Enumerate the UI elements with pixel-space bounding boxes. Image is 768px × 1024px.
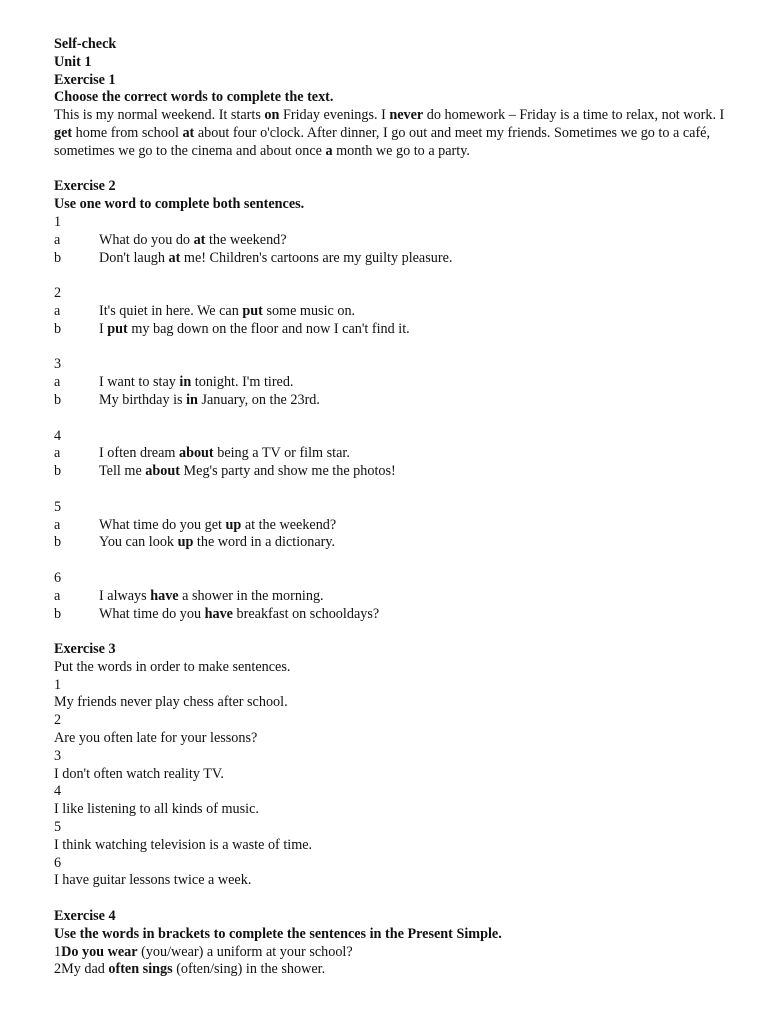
exercise-2-item bbox=[54, 356, 734, 409]
sentence-b: b I put my bag down on the floor and now I can't find it. bbox=[54, 320, 410, 337]
exercise-2-item bbox=[54, 428, 734, 481]
sentence-b: b You can look up the word in a dictionary. bbox=[54, 534, 336, 551]
item-number: 4 bbox=[54, 783, 62, 800]
answer-sentence: I like listening to all kinds of music. bbox=[54, 801, 259, 818]
exercise-1-text: This is my normal weekend. It starts on Friday evenings. I never do homework – Friday is a time to relax, not work. I get home from school at about four o'clock. After dinner, I go out and meet my friends. Sometimes we go to a café, sometimes we go to the cinema and about once a month we go to a party. bbox=[54, 107, 725, 159]
answer-sentence: My friends never play chess after school. bbox=[54, 694, 288, 711]
exercise-4-title: Exercise 4 bbox=[54, 908, 116, 925]
exercise-2-instruction: Use one word to complete both sentences. bbox=[54, 196, 305, 213]
exercise-1-instruction: Choose the correct words to complete the text. bbox=[54, 89, 334, 106]
sentence-a: a What time do you get up at the weekend? bbox=[54, 516, 337, 533]
item-number: 6 bbox=[54, 569, 62, 586]
exercise-3-title: Exercise 3 bbox=[54, 641, 116, 658]
unit-heading: Unit 1 bbox=[54, 53, 92, 70]
item-number: 5 bbox=[54, 498, 62, 515]
item-number: 3 bbox=[54, 747, 62, 764]
exercise-3-instruction: Put the words in order to make sentences. bbox=[54, 658, 291, 675]
answer-sentence: Are you often late for your lessons? bbox=[54, 730, 258, 747]
sentence-b: b What time do you have breakfast on schooldays? bbox=[54, 605, 380, 622]
answer-sentence: I don't often watch reality TV. bbox=[54, 765, 224, 782]
exercise-2-title: Exercise 2 bbox=[54, 178, 116, 195]
sentence-b: b Tell me about Meg's party and show me the photos! bbox=[54, 463, 396, 480]
sentence-b: b Don't laugh at me! Children's cartoons are my guilty pleasure. bbox=[54, 249, 453, 266]
doc-title: Self-check bbox=[54, 36, 117, 52]
exercise-4-instruction: Use the words in brackets to complete the sentences in the Present Simple. bbox=[54, 925, 502, 942]
exercise-2-item bbox=[54, 499, 734, 552]
exercise-2-item bbox=[54, 570, 734, 623]
document-page bbox=[54, 36, 734, 979]
sentence-a: a I always have a shower in the morning. bbox=[54, 587, 324, 604]
sentence-a: a I often dream about being a TV or film star. bbox=[54, 445, 350, 462]
sentence-a: a What do you do at the weekend? bbox=[54, 231, 287, 248]
exercise-2-item bbox=[54, 214, 734, 267]
answer-sentence: I think watching television is a waste of time. bbox=[54, 836, 313, 853]
exercise-1-title: Exercise 1 bbox=[54, 71, 116, 88]
item-number: 2 bbox=[54, 712, 62, 729]
answer-sentence: I have guitar lessons twice a week. bbox=[54, 872, 252, 889]
exercise-2-item bbox=[54, 285, 734, 338]
item-number: 6 bbox=[54, 854, 62, 871]
sentence-a: a It's quiet in here. We can put some music on. bbox=[54, 302, 356, 319]
exercise-4-item: 1Do you wear (you/wear) a uniform at your school? bbox=[54, 943, 353, 960]
item-number: 4 bbox=[54, 427, 62, 444]
item-number: 3 bbox=[54, 356, 62, 373]
item-number: 1 bbox=[54, 213, 62, 230]
sentence-b: b My birthday is in January, on the 23rd. bbox=[54, 391, 320, 408]
item-number: 2 bbox=[54, 285, 62, 302]
sentence-a: a I want to stay in tonight. I'm tired. bbox=[54, 374, 294, 391]
exercise-4-item: 2My dad often sings (often/sing) in the shower. bbox=[54, 961, 326, 978]
item-number: 1 bbox=[54, 676, 62, 693]
item-number: 5 bbox=[54, 819, 62, 836]
